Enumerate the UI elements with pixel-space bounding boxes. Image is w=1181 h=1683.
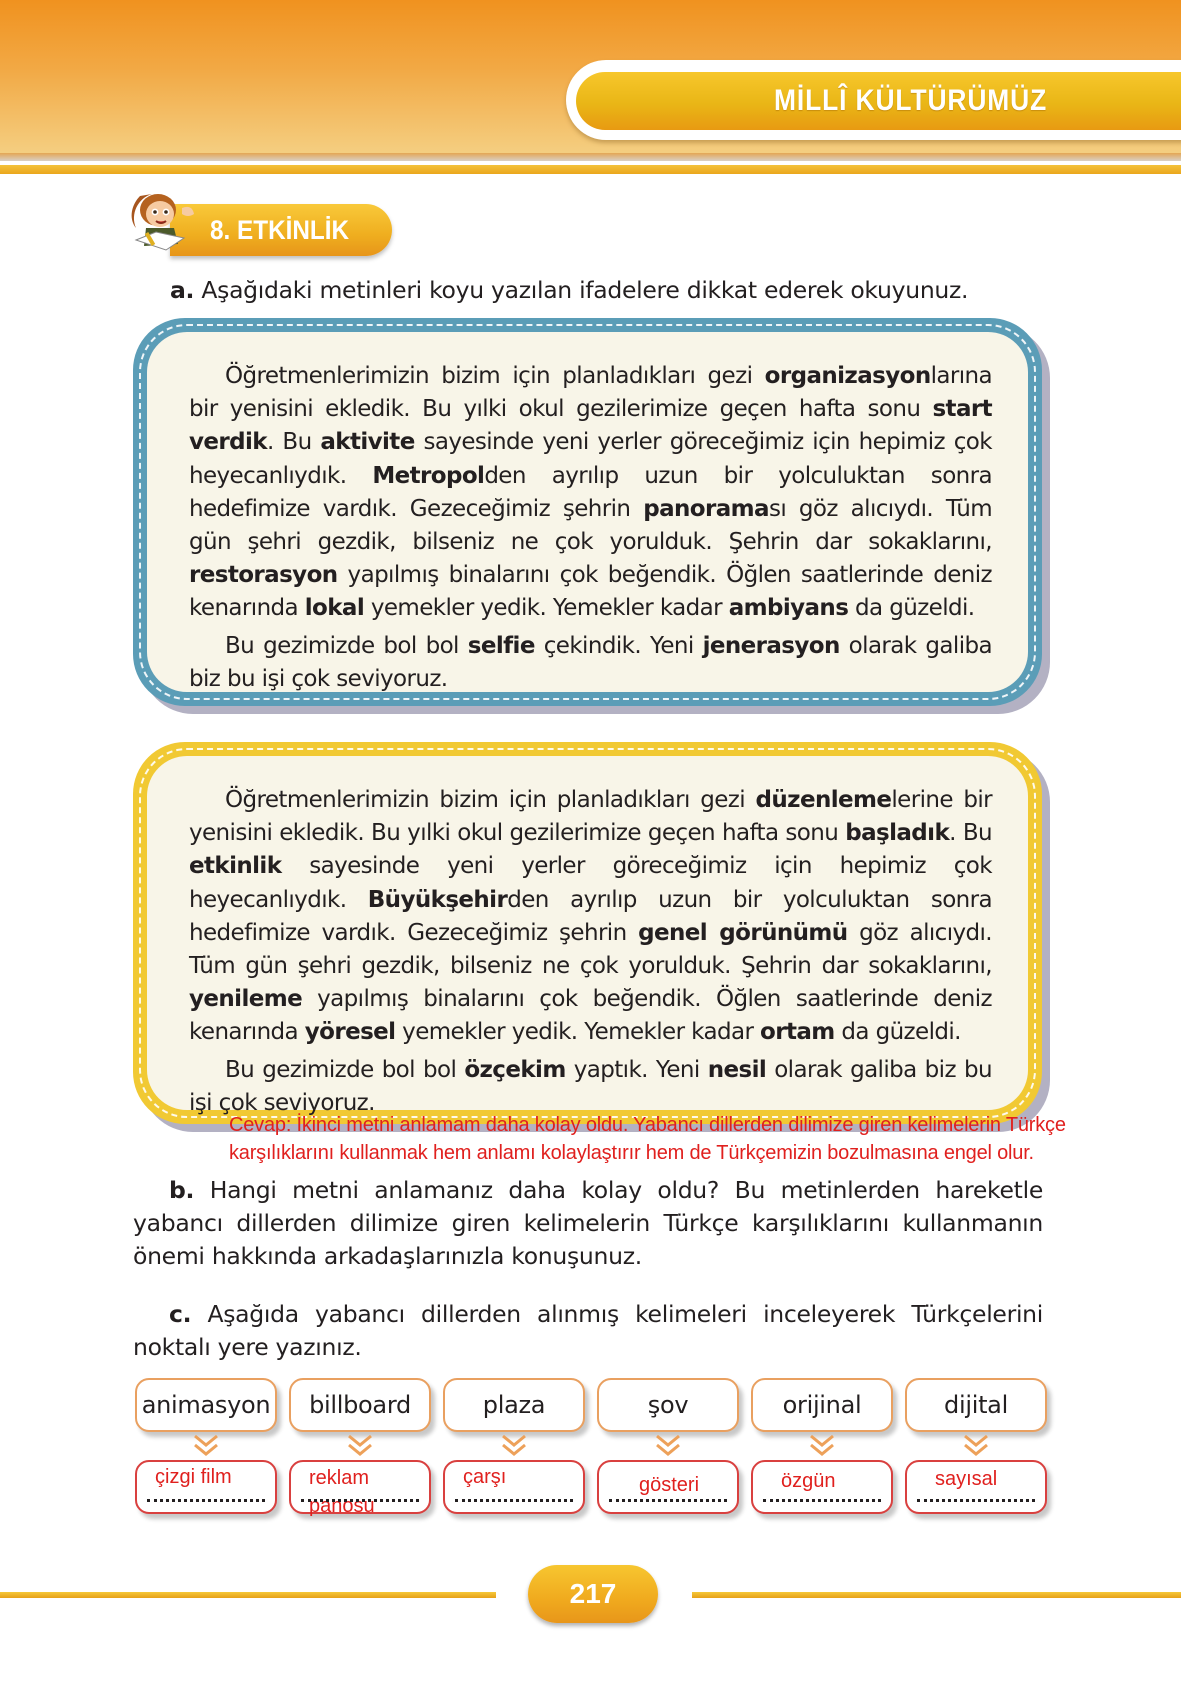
passage-run: . Bu bbox=[266, 429, 321, 456]
word-pair bbox=[597, 1378, 739, 1518]
highlighted-term: etkinlik bbox=[189, 853, 282, 880]
highlighted-term: ortam bbox=[760, 1019, 835, 1046]
highlighted-term: düzenleme bbox=[755, 787, 892, 813]
word-pair bbox=[443, 1378, 585, 1518]
answer-field[interactable] bbox=[905, 1460, 1047, 1514]
dotted-line bbox=[917, 1498, 1035, 1502]
passage-run: lerine bir yenisini ekledik. Bu yılki okul gezilerimize geçen hafta sonu bbox=[189, 787, 992, 847]
highlighted-term: genel görünümü bbox=[638, 919, 848, 946]
highlighted-term: ambiyans bbox=[728, 595, 849, 622]
foreign-word-card: dijital bbox=[905, 1378, 1047, 1432]
passage-run: yemekler yedik. Yemekler kadar bbox=[395, 1019, 761, 1046]
question-b bbox=[133, 1174, 1043, 1273]
highlighted-term: restorasyon bbox=[189, 562, 338, 589]
header-rule bbox=[0, 165, 1181, 174]
question-c-label: c. bbox=[169, 1300, 192, 1328]
answer-value: özgün bbox=[781, 1470, 836, 1492]
passage-run: yemekler yedik. Yemekler kadar bbox=[364, 595, 729, 622]
question-c bbox=[133, 1298, 1043, 1364]
foreign-word-card: animasyon bbox=[135, 1378, 277, 1432]
word-pairs bbox=[133, 1378, 1053, 1518]
highlighted-term: özçekim bbox=[464, 1056, 566, 1083]
passage-run: göz alıcıydı. Tüm gün şehri gezdik, bilseniz ne çok yorulduk. Şehrin dar sokaklarını, bbox=[189, 919, 992, 980]
page-number: 217 bbox=[569, 1578, 617, 1609]
double-chevron-down-icon bbox=[500, 1434, 528, 1458]
passage-turkish-paragraph-1 bbox=[189, 784, 992, 1050]
double-chevron-down-icon bbox=[962, 1434, 990, 1458]
passage-run: da güzeldi. bbox=[834, 1019, 961, 1046]
passage-run: Bu gezimizde bol bol bbox=[225, 632, 468, 659]
passage-run: Öğretmenlerimizin bizim için planladıkları gezi bbox=[225, 787, 756, 813]
passage-turkish-inner bbox=[147, 756, 1028, 1116]
highlighted-term: lokal bbox=[304, 595, 365, 622]
word-pair bbox=[905, 1378, 1047, 1518]
footer-rule-right bbox=[692, 1592, 1181, 1598]
activity-badge-label: 8. ETKİNLİK bbox=[210, 214, 350, 245]
highlighted-term: yenileme bbox=[189, 986, 303, 1013]
passage-run: yaptık. Yeni bbox=[565, 1056, 708, 1083]
foreign-word-card: plaza bbox=[443, 1378, 585, 1432]
answer-value: reklam panosu bbox=[309, 1467, 375, 1517]
highlighted-term: organizasyon bbox=[764, 363, 931, 389]
passage-run: olarak galiba biz bu işi çok seviyoruz. bbox=[189, 1056, 992, 1116]
passage-foreign-paragraph-2 bbox=[189, 630, 992, 696]
passage-run: den ayrılıp uzun bir yolculuktan sonra hedefimize vardık. Gezeceğimiz şehrin bbox=[189, 462, 992, 522]
double-chevron-down-icon bbox=[192, 1434, 220, 1458]
passage-run: sayesinde yeni yerler göreceğimiz için hepimiz çok heyecanlıydık. bbox=[189, 853, 992, 913]
highlighted-term: nesil bbox=[707, 1056, 767, 1083]
answer-value: çizgi film bbox=[155, 1466, 232, 1488]
double-chevron-down-icon bbox=[808, 1434, 836, 1458]
question-a bbox=[170, 274, 1010, 307]
highlighted-term: panorama bbox=[643, 495, 769, 522]
question-c-text: Aşağıda yabancı dillerden alınmış kelimeleri inceleyerek Türkçelerini noktalı yere yazınız. bbox=[133, 1300, 1043, 1361]
answer-field[interactable] bbox=[443, 1460, 585, 1514]
passage-run: Bu gezimizde bol bol bbox=[225, 1056, 465, 1083]
passage-run: olarak galiba biz bu işi çok seviyoruz. bbox=[189, 632, 992, 692]
passage-run: sayesinde yeni yerler göreceğimiz için hepimiz çok heyecanlıydık. bbox=[189, 429, 992, 489]
highlighted-term: aktivite bbox=[320, 429, 415, 456]
section-title-pill bbox=[576, 72, 1181, 130]
passage-run: yapılmış binalarını çok beğendik. Öğlen saatlerinde deniz kenarında bbox=[189, 986, 992, 1046]
section-title: MİLLÎ KÜLTÜRÜMÜZ bbox=[774, 84, 1048, 117]
answer-field[interactable] bbox=[751, 1460, 893, 1514]
page-number-pill bbox=[528, 1565, 658, 1623]
passage-turkish-box bbox=[133, 742, 1042, 1124]
footer-rule-left bbox=[0, 1592, 496, 1598]
answer-field[interactable] bbox=[597, 1460, 739, 1514]
passage-run: da güzeldi. bbox=[848, 595, 975, 622]
passage-foreign-inner bbox=[147, 332, 1028, 692]
answer-value: çarşı bbox=[463, 1466, 507, 1488]
activity-badge bbox=[170, 204, 392, 256]
dotted-line bbox=[455, 1498, 573, 1502]
passage-run: larına bir yenisini ekledik. Bu yılki okul gezilerimize geçen hafta sonu bbox=[189, 363, 992, 423]
question-a-text: Aşağıdaki metinleri koyu yazılan ifadelere dikkat ederek okuyunuz. bbox=[194, 276, 969, 304]
word-pair bbox=[751, 1378, 893, 1518]
foreign-word-card: şov bbox=[597, 1378, 739, 1432]
dotted-line bbox=[147, 1498, 265, 1502]
passage-run: den ayrılıp uzun bir yolculuktan sonra hedefimize vardık. Gezeceğimiz şehrin bbox=[189, 886, 992, 946]
dotted-line bbox=[763, 1498, 881, 1502]
dotted-line bbox=[301, 1498, 419, 1502]
passage-foreign-text bbox=[189, 360, 992, 696]
question-b-text: Hangi metni anlamanız daha kolay oldu? Bu metinlerden hareketle yabancı dillerden dilimize giren kelimelerin Türkçe karşılıklarını kullanmanın önemi hakkında arkadaşlarınızla konuşunuz. bbox=[133, 1176, 1043, 1270]
passage-run: Öğretmenlerimizin bizim için planladıkları gezi bbox=[225, 363, 765, 389]
double-chevron-down-icon bbox=[346, 1434, 374, 1458]
double-chevron-down-icon bbox=[654, 1434, 682, 1458]
passage-run: yapılmış binalarını çok beğendik. Öğlen saatlerinde deniz kenarında bbox=[189, 562, 992, 622]
passage-run: çekindik. Yeni bbox=[534, 632, 703, 659]
passage-foreign-box bbox=[133, 318, 1042, 706]
highlighted-term: yöresel bbox=[304, 1019, 396, 1046]
passage-run: . Bu bbox=[949, 820, 992, 847]
passage-turkish-text bbox=[189, 784, 992, 1120]
passage-foreign-paragraph-1 bbox=[189, 360, 992, 626]
dotted-line bbox=[609, 1498, 727, 1502]
passage-run: sı göz alıcıydı. Tüm gün şehri gezdik, bilseniz ne çok yorulduk. Şehrin dar sokaklarını, bbox=[189, 495, 993, 556]
highlighted-term: selfie bbox=[467, 632, 535, 659]
question-a-label: a. bbox=[170, 276, 195, 304]
girl-mascot-icon bbox=[122, 184, 202, 260]
highlighted-term: başladık bbox=[845, 820, 950, 847]
foreign-word-card: billboard bbox=[289, 1378, 431, 1432]
answer-field[interactable] bbox=[135, 1460, 277, 1514]
word-pair bbox=[289, 1378, 431, 1518]
answer-b-text: Cevap: İkinci metni anlamam daha kolay oldu. Yabancı dillerden dilimize giren kelimelerin Türkçe karşılıklarını kullanmak hem anlamı kolaylaştırır hem de Türkçemizin bozulmasına engel olur. bbox=[229, 1114, 1066, 1164]
highlighted-term: start verdik bbox=[189, 396, 992, 456]
word-pair bbox=[135, 1378, 277, 1518]
answer-field[interactable] bbox=[289, 1460, 431, 1517]
highlighted-term: jenerasyon bbox=[702, 632, 840, 659]
answer-value: gösteri bbox=[639, 1474, 700, 1496]
question-b-label: b. bbox=[169, 1176, 195, 1204]
highlighted-term: Metropol bbox=[372, 462, 485, 489]
answer-value: sayısal bbox=[935, 1468, 998, 1490]
foreign-word-card: orijinal bbox=[751, 1378, 893, 1432]
highlighted-term: Büyükşehir bbox=[367, 886, 508, 913]
